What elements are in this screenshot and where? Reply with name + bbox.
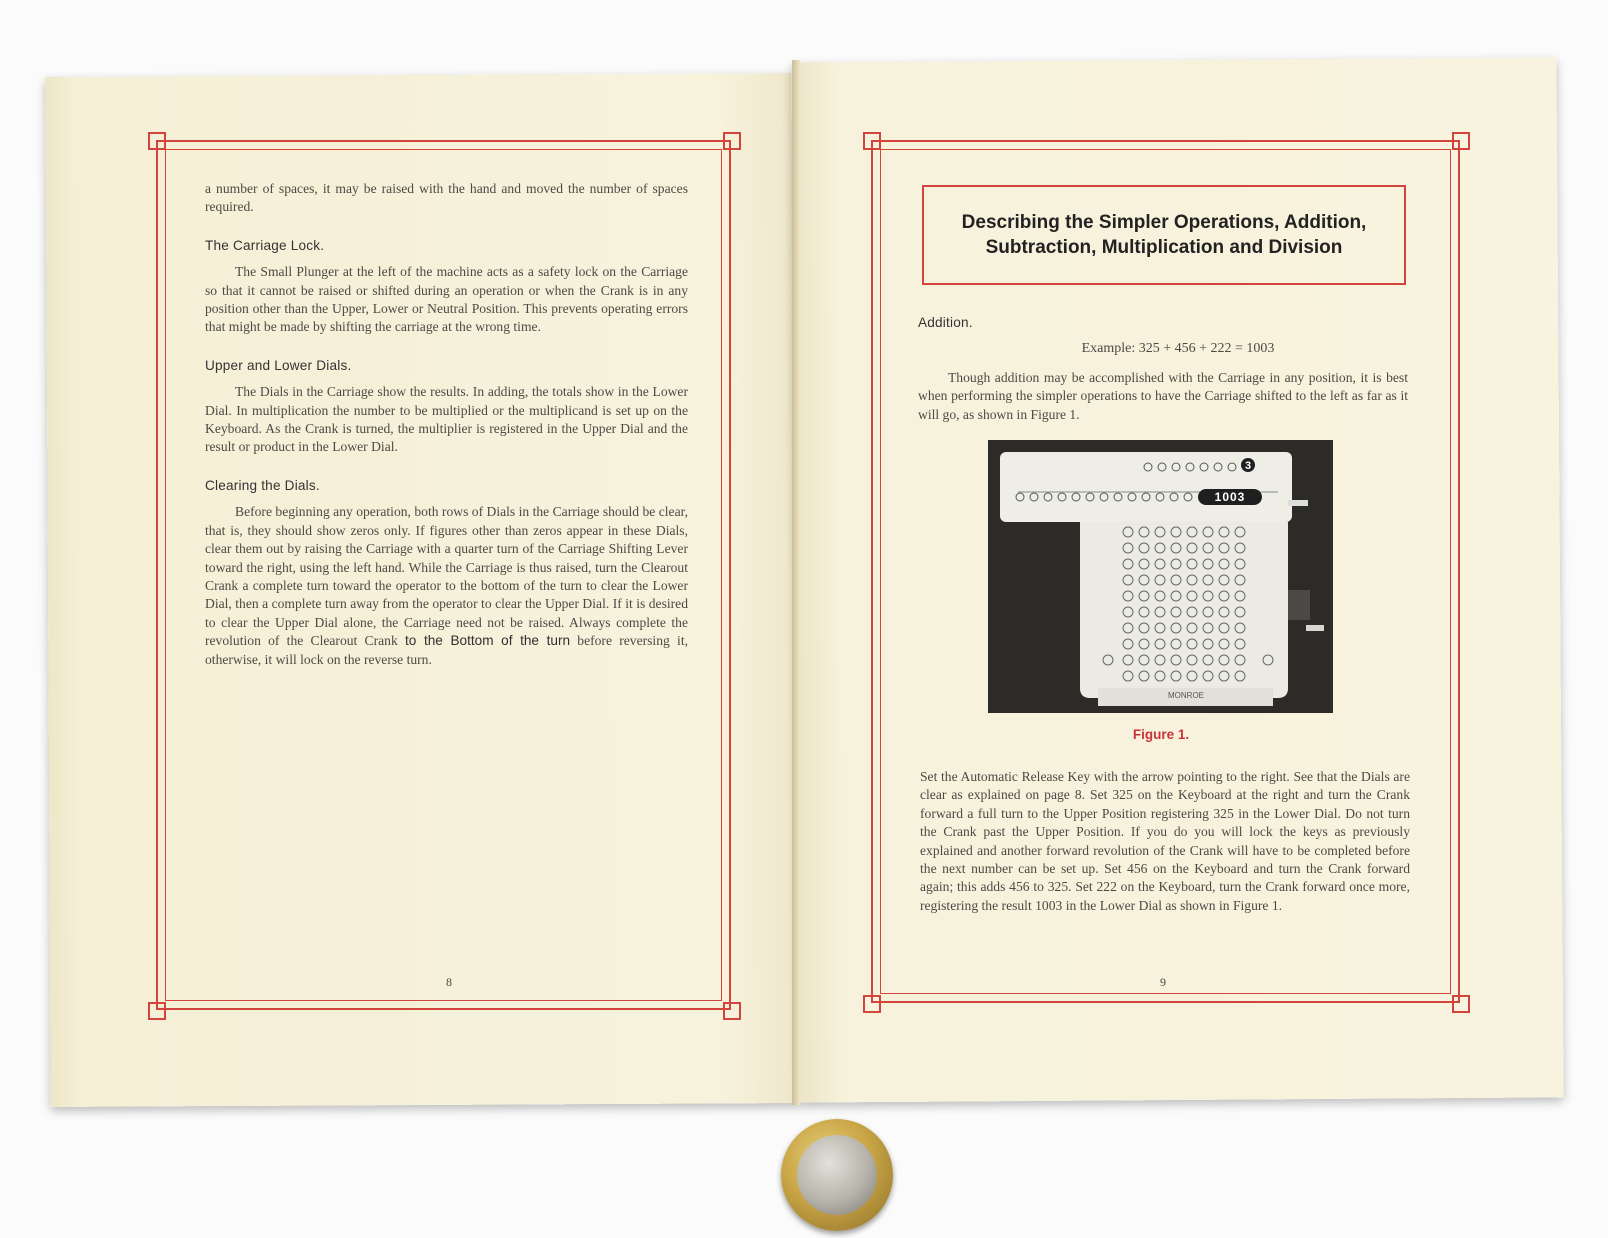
example-line [918,340,1408,358]
corner-ornament [723,1002,741,1020]
upper-dial-value: 3 [1244,460,1252,472]
coin [781,1119,893,1231]
example-label: Example: [1081,341,1136,357]
page-number: 8 [446,975,452,989]
paragraph-text: before reversing it, otherwise, it will lock on the reverse turn. [205,633,688,667]
section-heading: Clearing the Dials. [205,477,320,493]
corner-ornament [863,132,881,150]
section-heading: Addition. [918,315,973,330]
paragraph-text: Before beginning any operation, both rows of Dials in the Carriage should be clear, that is, they should show zeros only. If figures other than zeros appear in these Dials, clear them out by raising the Carriage with a quarter turn of the Carriage Shifting Lever toward the right, using the left hand. While the Carriage is thus raised, turn the Clearout Crank a complete turn toward the operator to the bottom of the turn to clear the Lower Dial, then a complete turn away from the operator to clear the Upper Dial. If it is desired to clear the Upper Dial alone, the Carriage need not be raised. Always complete the revolution of the Clearout Crank [205,504,688,649]
paragraph [205,503,688,669]
emphasis-text: to the Bottom of the turn [405,633,571,649]
lower-dial-value: 1003 [1214,490,1246,504]
section-heading: The Carriage Lock. [205,237,325,253]
section-heading: Upper and Lower Dials. [205,357,352,373]
page-number: 9 [1160,975,1166,989]
corner-ornament [1452,995,1470,1013]
right-page-body-bottom [920,768,1410,925]
book-spine [792,60,800,1105]
right-page-body-top [918,314,1408,434]
corner-ornament [148,132,166,150]
paragraph: Set the Automatic Release Key with the arrow pointing to the right. See that the Dials are clear as explained on page 8. Set 325 on the Keyboard at the right and turn the Crank forward a full turn to the Upper Position registering 325 in the Lower Dial. Do not turn the Crank past the Upper Position. If you do you will lock the keys as previously explained and another forward revolution of the Crank will have to be completed before the next number can be set up. Set 456 on the Keyboard and turn the Crank forward again; this adds 456 to 325. Set 222 on the Keyboard, turn the Crank forward once more, registering the result 1003 in the Lower Dial as shown in Figure 1. [920,769,1410,913]
corner-ornament [148,1002,166,1020]
paragraph: Though addition may be accomplished with the Carriage in any position, it is best when performing the simpler operations to have the Carriage shifted to the left as far as it will go, as shown in Figure 1. [918,369,1408,422]
corner-ornament [723,132,741,150]
example-expression: 325 + 456 + 222 = 1003 [1138,341,1275,357]
paragraph: The Small Plunger at the left of the machine acts as a safety lock on the Carriage so that it cannot be raised or shifted during an operation or when the Crank is in any position other than the Upper, Lower or Neutral Position. This prevents operating errors that might be made by shifting the carriage at the wrong time. [205,264,688,335]
left-page-body [205,180,688,679]
corner-ornament [863,995,881,1013]
calculator-figure [988,440,1333,713]
brand-label: MONROE [1168,691,1204,700]
figure-caption: Figure 1. [1132,727,1190,742]
calculator-illustration [988,440,1333,713]
paragraph: The Dials in the Carriage show the results. In adding, the totals show in the Lower Dial. In multiplication the number to be multiplied or the multiplicand is set up on the Keyboard. As the Crank is turned, the multiplier is registered in the Upper Dial and the result or product in the Lower Dial. [205,384,688,455]
corner-ornament [1452,132,1470,150]
chapter-title: Describing the Simpler Operations, Addition, Subtraction, Multiplication and Division [922,185,1406,285]
paragraph: a number of spaces, it may be raised with the hand and moved the number of spaces required. [205,181,688,215]
